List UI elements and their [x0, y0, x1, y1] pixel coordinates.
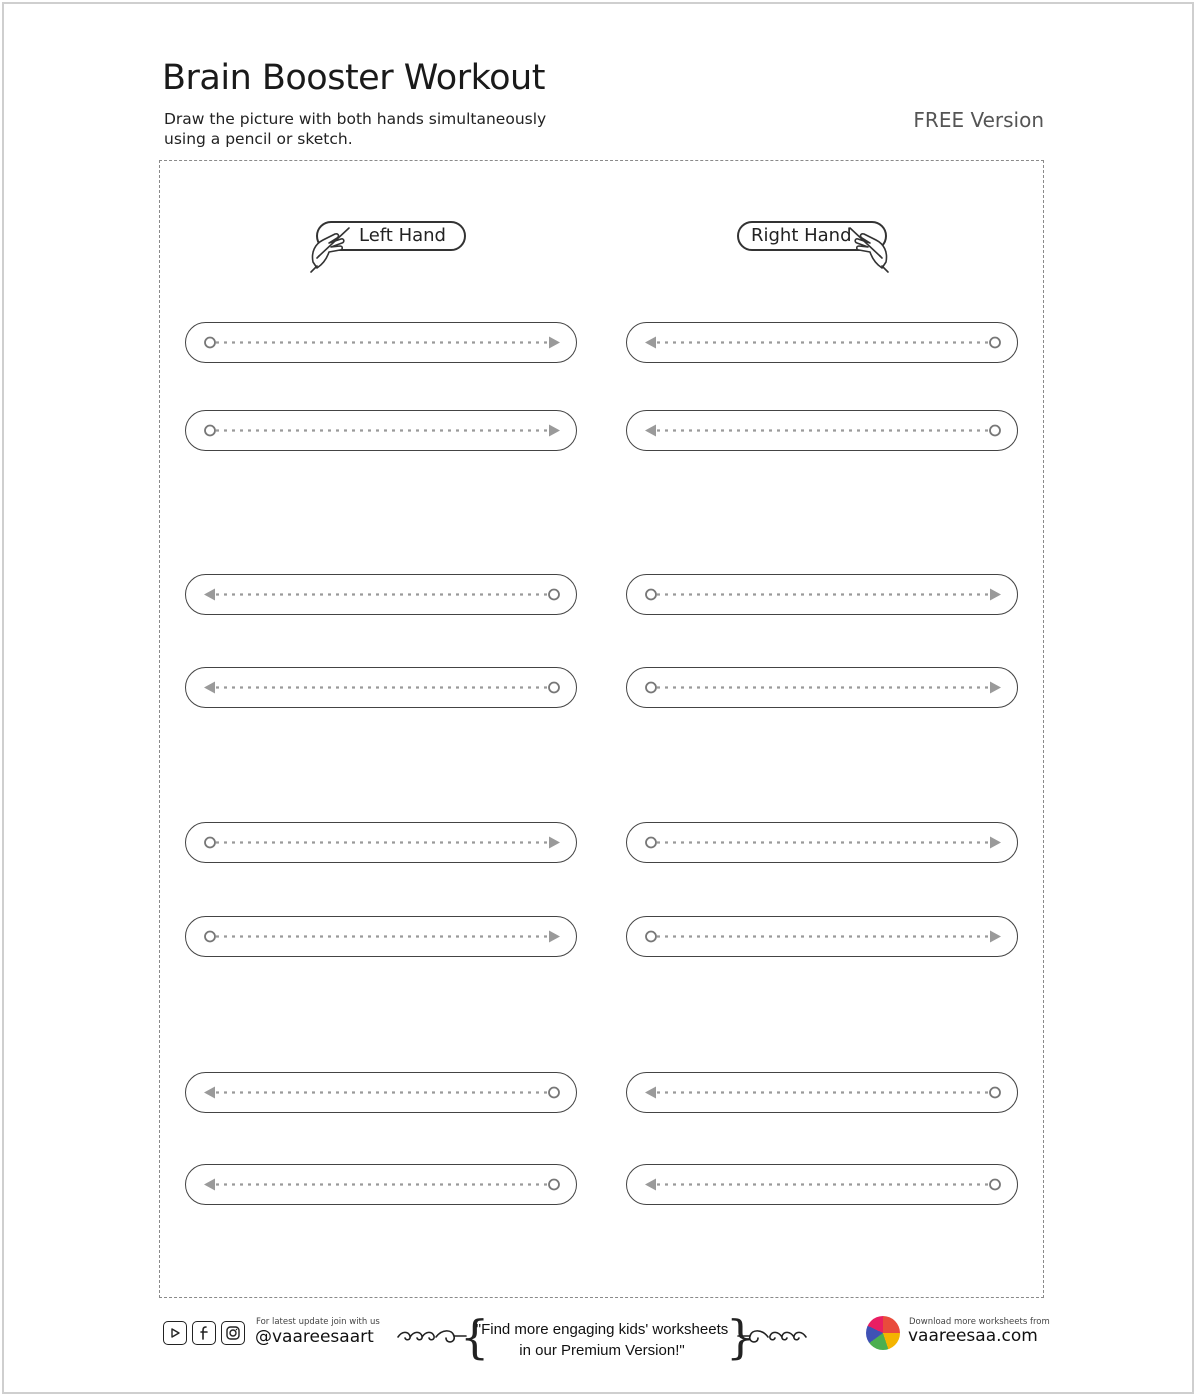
- trace-track[interactable]: [626, 574, 1018, 615]
- trace-track[interactable]: [185, 322, 577, 363]
- premium-quote: [472, 1319, 732, 1361]
- left-brace: {: [460, 1310, 490, 1364]
- arrow-left-icon: [645, 1179, 656, 1191]
- quote-line-1: "Find more engaging kids' worksheets: [475, 1321, 729, 1338]
- trace-path: [186, 411, 578, 452]
- start-circle-icon: [549, 590, 559, 600]
- instruction-text: Draw the picture with both hands simultaneously using a pencil or sketch.: [164, 110, 547, 148]
- arrow-left-icon: [204, 682, 215, 694]
- arrow-left-icon: [204, 589, 215, 601]
- version-label: FREE Version: [913, 108, 1044, 132]
- trace-track[interactable]: [626, 822, 1018, 863]
- trace-path: [627, 323, 1019, 364]
- trace-path: [186, 575, 578, 616]
- trace-path: [186, 1073, 578, 1114]
- facebook-icon[interactable]: [192, 1321, 216, 1345]
- trace-path: [186, 668, 578, 709]
- trace-path: [186, 323, 578, 364]
- start-circle-icon: [990, 338, 1000, 348]
- trace-path: [186, 823, 578, 864]
- instagram-icon[interactable]: [221, 1321, 245, 1345]
- arrow-right-icon: [990, 931, 1001, 943]
- start-circle-icon: [990, 1088, 1000, 1098]
- start-circle-icon: [549, 683, 559, 693]
- trace-path: [186, 917, 578, 958]
- right-swirl-ornament: [736, 1327, 808, 1347]
- trace-track[interactable]: [626, 322, 1018, 363]
- start-circle-icon: [646, 932, 656, 942]
- trace-path: [627, 411, 1019, 452]
- trace-track[interactable]: [626, 916, 1018, 957]
- quote-line-2: in our Premium Version!": [519, 1342, 685, 1359]
- right-hand-label: Right Hand: [751, 225, 852, 246]
- start-circle-icon: [646, 590, 656, 600]
- footer: [0, 1305, 1200, 1385]
- arrow-right-icon: [549, 337, 560, 349]
- start-circle-icon: [990, 426, 1000, 436]
- start-circle-icon: [205, 426, 215, 436]
- arrow-left-icon: [645, 425, 656, 437]
- social-handle[interactable]: @vaareesaart: [255, 1327, 374, 1347]
- youtube-icon[interactable]: [163, 1321, 187, 1345]
- start-circle-icon: [205, 932, 215, 942]
- start-circle-icon: [646, 838, 656, 848]
- right-hand-pencil-icon: [848, 222, 894, 274]
- trace-track[interactable]: [185, 574, 577, 615]
- trace-track[interactable]: [626, 667, 1018, 708]
- trace-track[interactable]: [185, 410, 577, 451]
- start-circle-icon: [646, 683, 656, 693]
- arrow-left-icon: [645, 337, 656, 349]
- trace-track[interactable]: [185, 916, 577, 957]
- arrow-right-icon: [990, 682, 1001, 694]
- start-circle-icon: [205, 838, 215, 848]
- trace-path: [627, 668, 1019, 709]
- trace-track[interactable]: [185, 1164, 577, 1205]
- left-swirl-ornament: [396, 1327, 468, 1347]
- social-icons: [163, 1321, 245, 1345]
- start-circle-icon: [205, 338, 215, 348]
- trace-path: [627, 1165, 1019, 1206]
- social-caption: For latest update join with us: [256, 1317, 380, 1327]
- trace-track[interactable]: [185, 1072, 577, 1113]
- start-circle-icon: [549, 1088, 559, 1098]
- trace-path: [627, 917, 1019, 958]
- trace-track[interactable]: [185, 822, 577, 863]
- arrow-right-icon: [990, 837, 1001, 849]
- download-caption: Download more worksheets from: [909, 1317, 1050, 1327]
- left-hand-label: Left Hand: [359, 225, 446, 246]
- trace-path: [627, 1073, 1019, 1114]
- arrow-right-icon: [549, 931, 560, 943]
- arrow-right-icon: [990, 589, 1001, 601]
- start-circle-icon: [549, 1180, 559, 1190]
- start-circle-icon: [990, 1180, 1000, 1190]
- trace-path: [627, 575, 1019, 616]
- page-title: Brain Booster Workout: [162, 58, 545, 98]
- arrow-left-icon: [645, 1087, 656, 1099]
- arrow-left-icon: [204, 1087, 215, 1099]
- download-site[interactable]: vaareesaa.com: [908, 1326, 1038, 1346]
- arrow-right-icon: [549, 425, 560, 437]
- trace-path: [627, 823, 1019, 864]
- left-hand-pencil-icon: [305, 222, 351, 274]
- trace-track[interactable]: [626, 1164, 1018, 1205]
- vaareesaa-logo[interactable]: [866, 1316, 900, 1350]
- right-brace: }: [726, 1310, 756, 1364]
- trace-track[interactable]: [626, 410, 1018, 451]
- trace-track[interactable]: [185, 667, 577, 708]
- arrow-right-icon: [549, 837, 560, 849]
- arrow-left-icon: [204, 1179, 215, 1191]
- trace-track[interactable]: [626, 1072, 1018, 1113]
- trace-path: [186, 1165, 578, 1206]
